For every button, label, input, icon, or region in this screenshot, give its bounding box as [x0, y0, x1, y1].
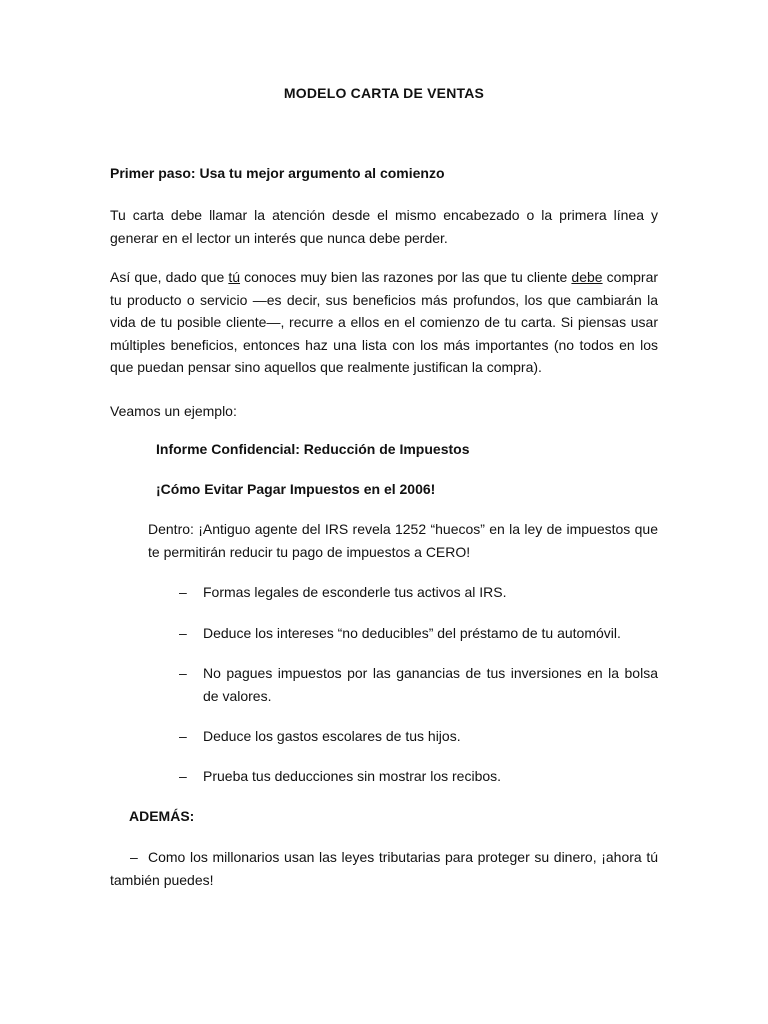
dash-marker: –	[179, 665, 187, 681]
document-title: MODELO CARTA DE VENTAS	[283, 85, 485, 101]
list-item-text: Deduce los intereses “no deducibles” del préstamo de tu automóvil.	[203, 625, 621, 641]
dash-marker: –	[179, 768, 187, 784]
para2-part3: comprar tu producto o servicio —es decir, sus beneficios más profundos, los que cambiarán la vida de tu posible cliente—, recurre a ellos en el comienzo de tu carta. Si piensas usar múltiples beneficios, entonces haz una lista con los más importantes (no todos en los que puedan pensar sino aquellos que realmente justifican la compra).	[110, 269, 659, 375]
closing-paragraph	[110, 846, 658, 891]
dash-marker: –	[179, 625, 187, 641]
list-item	[179, 662, 658, 707]
list-item-text: Formas legales de esconderle tus activos al IRS.	[203, 584, 507, 600]
closing-text: Como los millonarios usan las leyes tributarias para proteger su dinero, ¡ahora tú también puedes!	[110, 849, 658, 888]
dash-marker: –	[179, 728, 187, 744]
para2-part2: conoces muy bien las razones por las que tu cliente	[240, 269, 572, 285]
dash-marker: –	[179, 584, 187, 600]
step1-heading: Primer paso: Usa tu mejor argumento al comienzo	[110, 165, 445, 181]
list-item	[179, 581, 658, 604]
list-item	[179, 765, 658, 788]
dash-marker: –	[130, 849, 138, 865]
example-intro: Veamos un ejemplo:	[110, 403, 237, 419]
example-dentro-paragraph: Dentro: ¡Antiguo agente del IRS revela 1252 “huecos” en la ley de impuestos que te permitirán reducir tu pago de impuestos a CERO!	[148, 521, 658, 560]
list-item	[179, 725, 658, 748]
ademas-heading: ADEMÁS:	[129, 808, 195, 824]
list-item-text: No pagues impuestos por las ganancias de tus inversiones en la bolsa de valores.	[203, 665, 658, 704]
para2-underline-tu: tú	[228, 269, 241, 285]
paragraph-benefits	[110, 266, 658, 379]
paragraph-attention: Tu carta debe llamar la atención desde el mismo encabezado o la primera línea y generar en el lector un interés que nunca debe perder.	[110, 207, 658, 246]
para2-underline-debe: debe	[571, 269, 603, 285]
list-item-text: Deduce los gastos escolares de tus hijos.	[203, 728, 461, 744]
example-heading-evitar: ¡Cómo Evitar Pagar Impuestos en el 2006!	[156, 481, 436, 497]
list-item	[179, 622, 658, 645]
para2-part1: Así que, dado que	[110, 269, 229, 285]
example-heading-informe: Informe Confidencial: Reducción de Impuestos	[156, 441, 470, 457]
list-item-text: Prueba tus deducciones sin mostrar los recibos.	[203, 768, 502, 784]
